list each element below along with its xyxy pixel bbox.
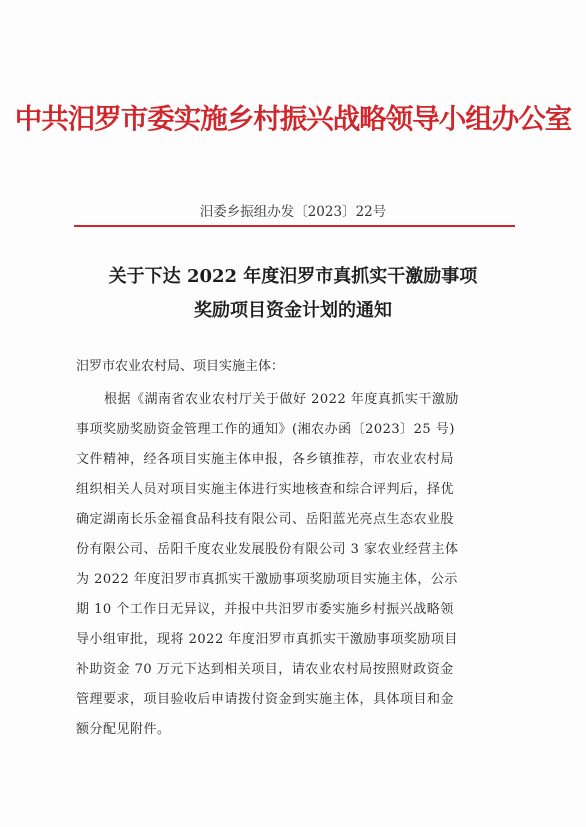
notice-title-line-1: 关于下达 2022 年度汨罗市真抓实干激励事项 bbox=[108, 266, 478, 287]
body-line: 文件精神，经各项目实施主体申报，各乡镇推荐，市农业农村局 bbox=[76, 452, 455, 467]
body-line: 为 2022 年度汨罗市真抓实干激励事项奖励项目实施主体，公示 bbox=[76, 572, 458, 587]
issuer-header: 中共汨罗市委实施乡村振兴战略领导小组办公室 bbox=[14, 103, 572, 135]
body-line: 确定湖南长乐金福食品科技有限公司、岳阳蓝光亮点生态农业股 bbox=[76, 512, 455, 527]
body-line: 份有限公司、岳阳千度农业发展股份有限公司 3 家农业经营主体 bbox=[76, 542, 459, 557]
body-line: 额分配见附件。 bbox=[76, 722, 171, 737]
salutation: 汨罗市农业农村局、项目实施主体： bbox=[76, 359, 285, 374]
document-number: 汨委乡振组办发〔2023〕22号 bbox=[199, 204, 387, 220]
body-line: 导小组审批，现将 2022 年度汨罗市真抓实干激励事项奖励项目 bbox=[76, 632, 458, 647]
body-line: 根据《湖南省农业农村厅关于做好 2022 年度真抓实干激励 bbox=[104, 392, 459, 407]
body-line: 管理要求，项目验收后申请拨付资金到实施主体，具体项目和金 bbox=[76, 692, 455, 707]
body-line: 组织相关人员对项目实施主体进行实地核查和综合评判后，择优 bbox=[76, 482, 455, 497]
red-divider-rule bbox=[74, 225, 515, 227]
body-line: 事项奖励奖励资金管理工作的通知》(湘农办函〔2023〕25 号) bbox=[76, 422, 455, 437]
body-line: 补助资金 70 万元下达到相关项目，请农业农村局按照财政资金 bbox=[76, 662, 454, 677]
body-line: 期 10 个工作日无异议，并报中共汨罗市委实施乡村振兴战略领 bbox=[76, 602, 454, 617]
notice-title-line-2: 奖励项目资金计划的通知 bbox=[194, 300, 392, 321]
